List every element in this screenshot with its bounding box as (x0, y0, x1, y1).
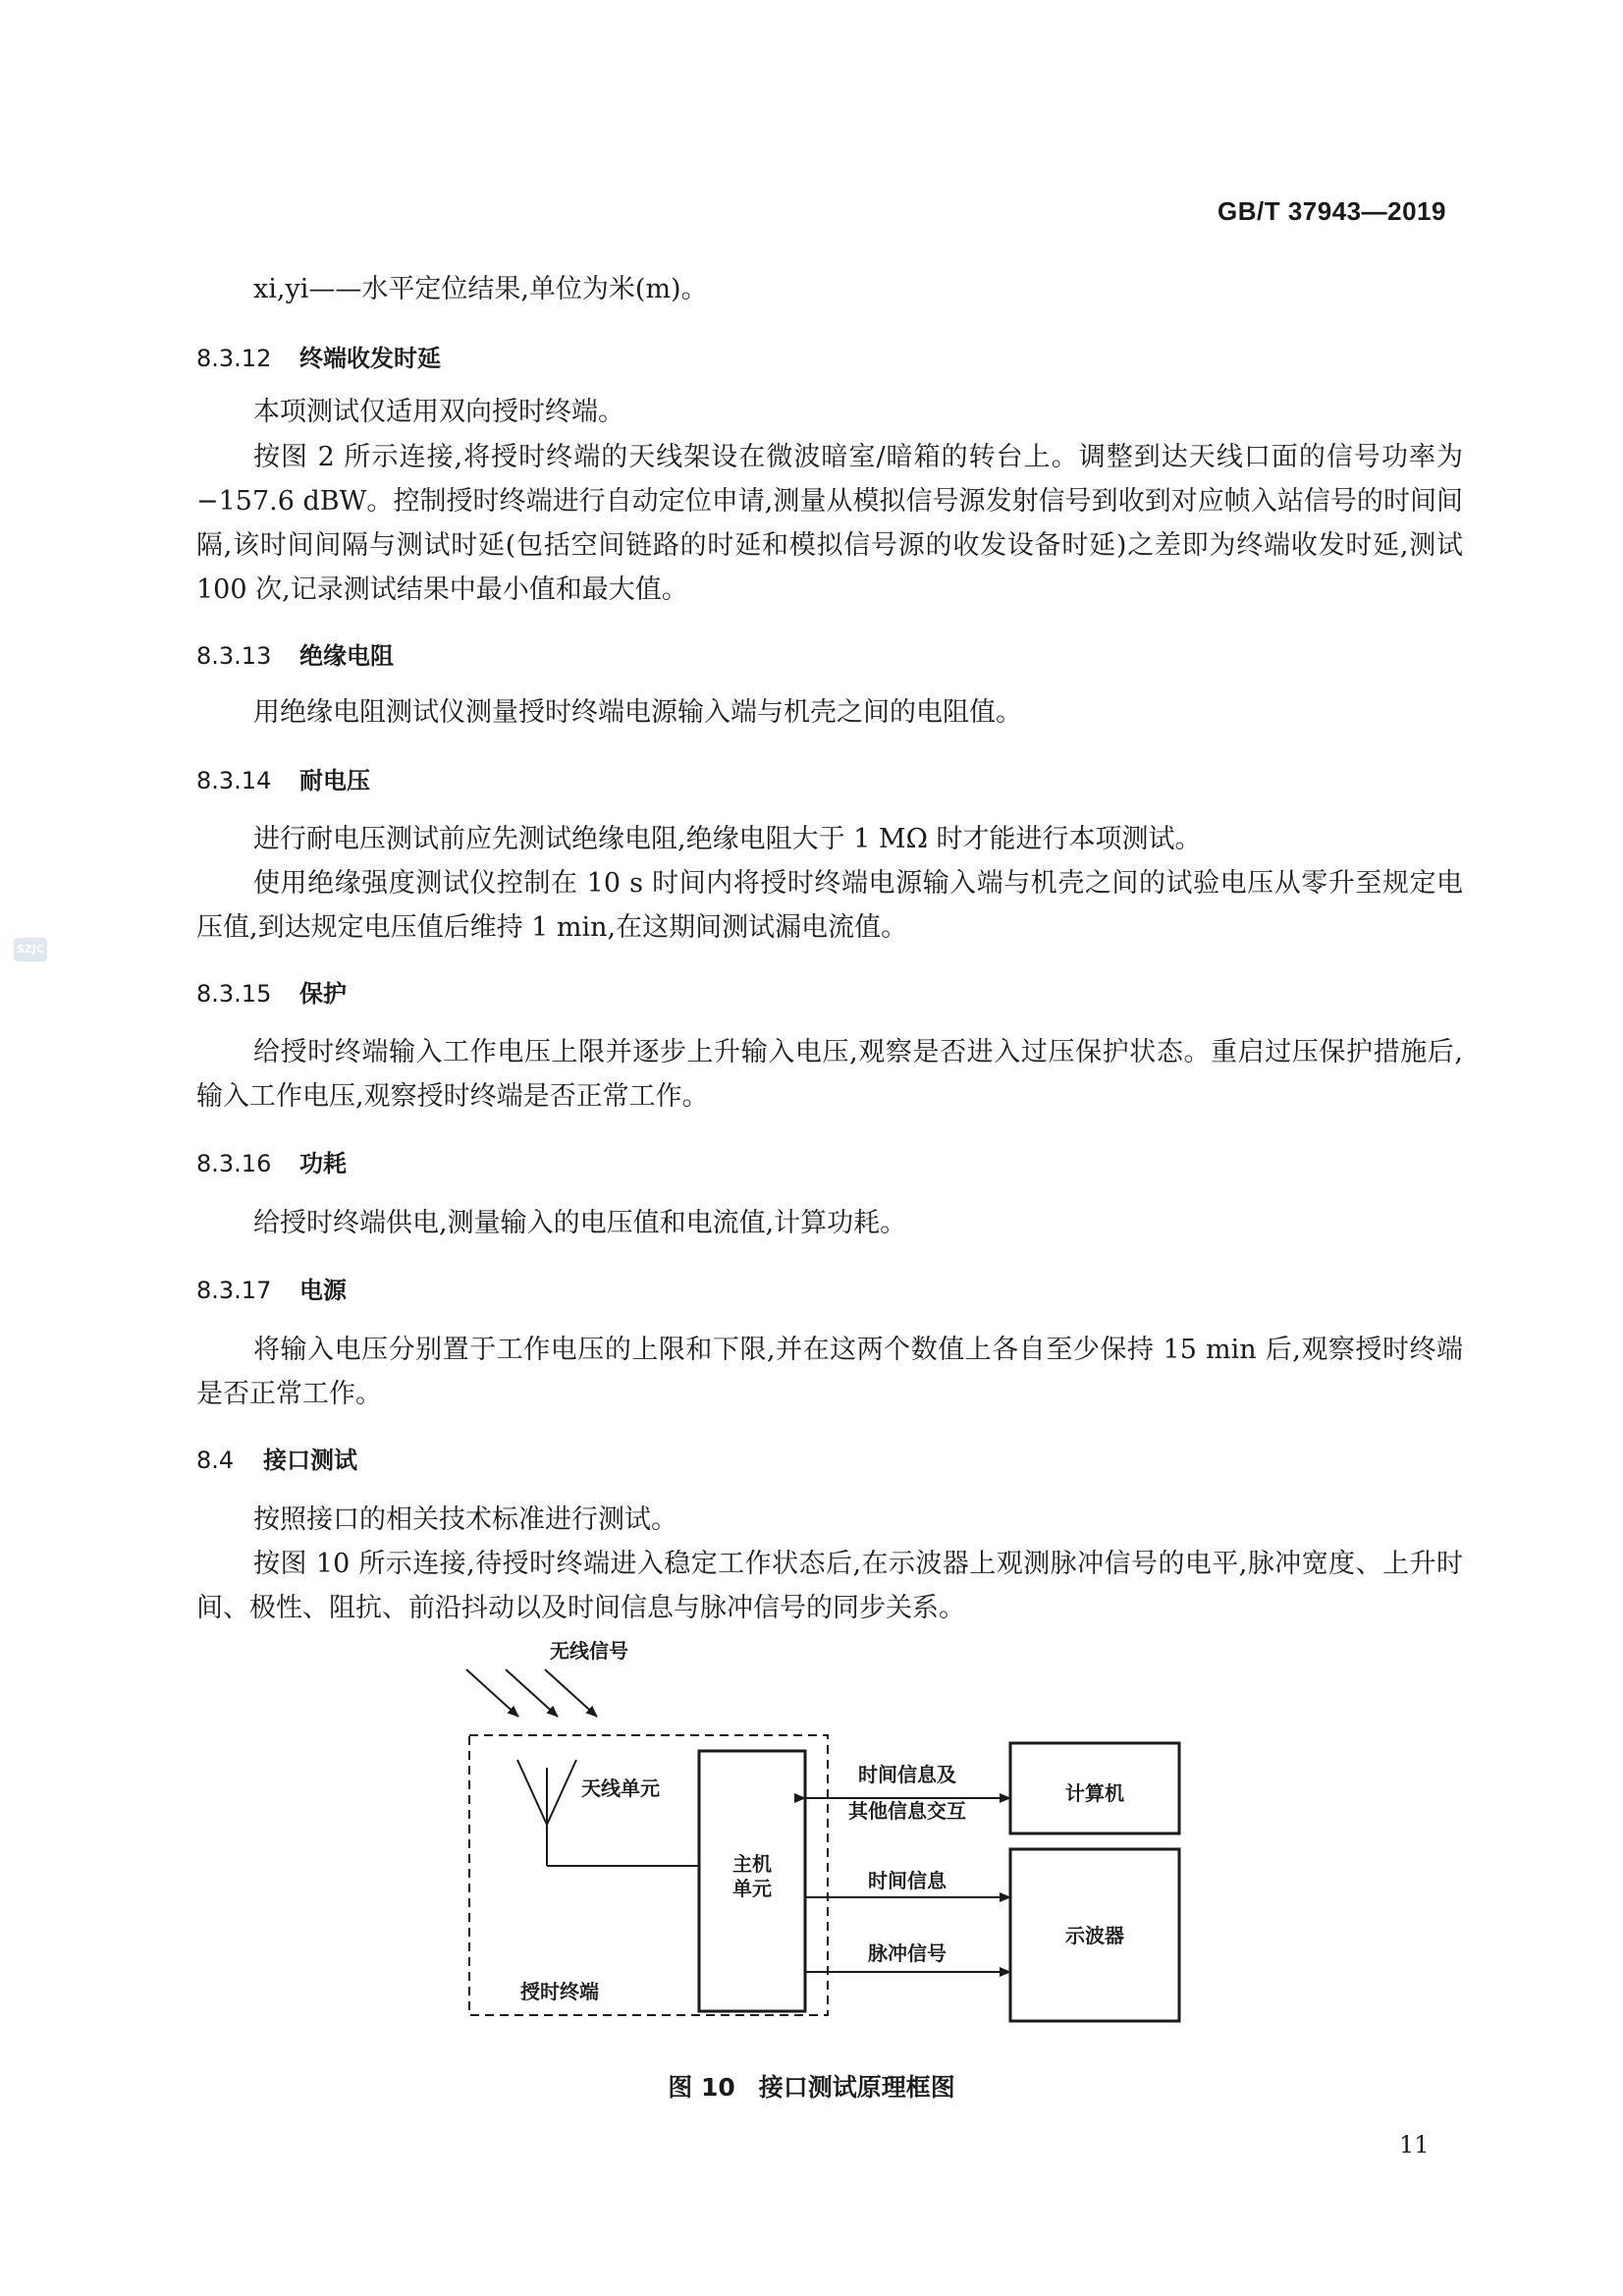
standard-number: GB/T 37943—2019 (1217, 196, 1446, 226)
section-title: 终端收发时延 (299, 345, 441, 372)
paragraph: 按图 10 所示连接,待授时终端进入稳定工作状态后,在示波器上观测脉冲信号的电平,脉冲宽度、上升时间、极性、阻抗、前沿抖动以及时间信息与脉冲信号的同步关系。 (196, 1549, 1463, 1623)
section-number: 8.3.13 (196, 642, 272, 670)
host-unit-label-line2: 单元 (732, 1877, 772, 1900)
antenna-unit-label: 天线单元 (581, 1777, 660, 1800)
figure-caption (0, 2068, 1623, 2104)
section-title: 功耗 (299, 1150, 347, 1177)
section-title: 电源 (299, 1277, 347, 1304)
info-exchange-label-line2: 其他信息交互 (848, 1799, 966, 1823)
paragraph: 用绝缘电阻测试仪测量授时终端电源输入端与机壳之间的电阻值。 (253, 697, 1022, 728)
antenna-icon (517, 1760, 576, 1866)
section-title: 绝缘电阻 (299, 642, 394, 670)
paragraph: 进行耐电压测试前应先测试绝缘电阻,绝缘电阻大于 1 MΩ 时才能进行本项测试。 (253, 824, 1202, 854)
section-title: 耐电压 (299, 767, 370, 794)
paragraph: 按图 2 所示连接,将授时终端的天线架设在微波暗室/暗箱的转台上。调整到达天线口面的信号功率为−157.6 dBW。控制授时终端进行自动定位申请,测量从模拟信号源发射信号到收到对应帧入站信号的时间间隔,该时间间隔与测试时延(包括空间链路的时延和模拟信号源的收发设备时延)之差即为终端收发时延,测试 100 次,记录测试结果中最小值和最大值。 (196, 442, 1463, 605)
host-unit-label-line1: 主机 (732, 1852, 772, 1876)
oscilloscope-label: 示波器 (1065, 1924, 1124, 1947)
wireless-signal-arrow (506, 1669, 558, 1717)
section-number: 8.3.14 (196, 767, 272, 794)
section-number: 8.3.15 (196, 980, 272, 1008)
paragraph: 按照接口的相关技术标准进行测试。 (253, 1504, 677, 1535)
timing-terminal-label: 授时终端 (520, 1980, 599, 2003)
paragraph: 给授时终端输入工作电压上限并逐步上升输入电压,观察是否进入过压保护状态。重启过压保护措施后,输入工作电压,观察授时终端是否正常工作。 (196, 1037, 1463, 1112)
wireless-signal-label: 无线信号 (550, 1639, 628, 1663)
watermark-logo: SZJC (14, 938, 47, 961)
figure-number: 图 10 (668, 2073, 735, 2102)
section-title: 保护 (299, 980, 347, 1008)
computer-label: 计算机 (1065, 1781, 1124, 1805)
paragraph: 本项测试仅适用双向授时终端。 (253, 397, 624, 427)
section-number: 8.3.16 (196, 1150, 272, 1177)
time-info-label: 时间信息 (868, 1869, 947, 1892)
section-number: 8.4 (196, 1447, 235, 1474)
paragraph: 给授时终端供电,测量输入的电压值和电流值,计算功耗。 (253, 1208, 907, 1238)
section-number: 8.3.12 (196, 345, 272, 372)
figure-title: 接口测试原理框图 (758, 2073, 955, 2102)
section-title: 接口测试 (263, 1447, 357, 1474)
paragraph: 将输入电压分别置于工作电压的上限和下限,并在这两个数值上各自至少保持 15 min 后,观察授时终端是否正常工作。 (196, 1335, 1463, 1409)
section-number: 8.3.17 (196, 1277, 272, 1304)
wireless-signal-arrow (545, 1669, 597, 1717)
page-number: 11 (1399, 2131, 1430, 2159)
pulse-signal-label: 脉冲信号 (868, 1941, 947, 1965)
info-exchange-label-line1: 时间信息及 (858, 1763, 956, 1786)
paragraph: 使用绝缘强度测试仪控制在 10 s 时间内将授时终端电源输入端与机壳之间的试验电压从零升至规定电压值,到达规定电压值后维持 1 min,在这期间测试漏电流值。 (196, 868, 1463, 943)
variable-definition: xi,yi——水平定位结果,单位为米(m)。 (253, 274, 708, 304)
wireless-signal-arrow (466, 1669, 518, 1717)
